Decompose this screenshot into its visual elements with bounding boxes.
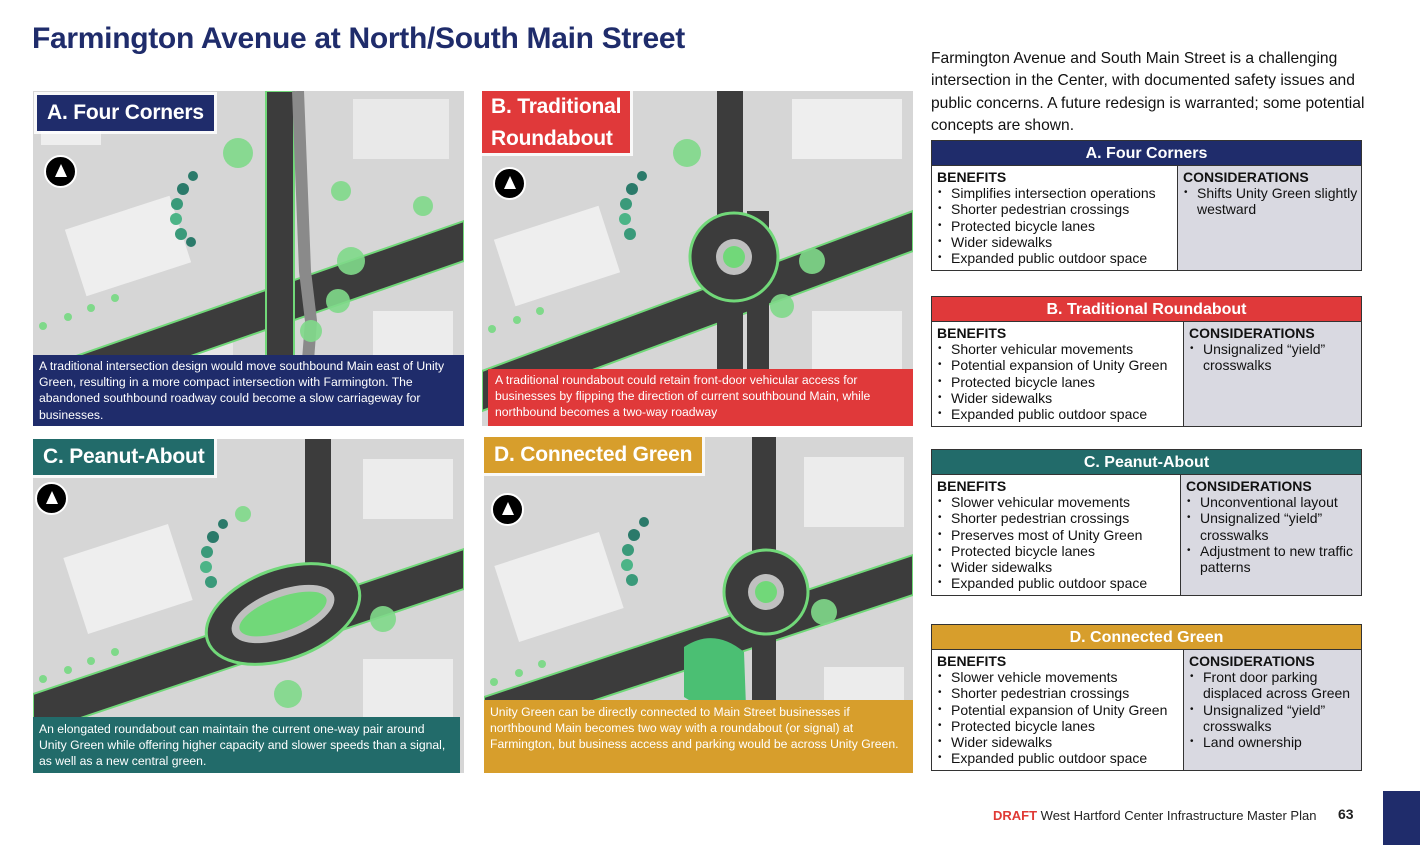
concept-b-caption: A traditional roundabout could retain front-door vehicular access for businesses by flipping the direction of current southbound Main, while northbound becomes a two-way roadway xyxy=(488,369,913,426)
concept-a-label: A. Four Corners xyxy=(37,95,214,131)
north-arrow-icon xyxy=(493,167,526,200)
benefit-item: • Potential expansion of Unity Green xyxy=(937,357,1183,373)
benefits-column xyxy=(932,475,1181,595)
draft-label: DRAFT xyxy=(993,808,1038,823)
consideration-item: • Unconventional layout xyxy=(1186,494,1361,510)
concept-d-caption: Unity Green can be directly connected to Main Street businesses if northbound Main becomes two way with a roundabout (or signal) at Farmington, but business access and parking would be across Unity Green. xyxy=(484,700,913,773)
concept-d-map-panel xyxy=(484,437,913,773)
concept-b-label-line1: B. Traditional xyxy=(491,95,622,118)
benefits-column xyxy=(932,322,1184,426)
benefit-item: • Protected bicycle lanes xyxy=(937,374,1183,390)
concept-b-map-panel xyxy=(482,91,913,426)
benefit-item: • Wider sidewalks xyxy=(937,390,1183,406)
benefit-item: • Shorter pedestrian crossings xyxy=(937,510,1180,526)
considerations-header: CONSIDERATIONS xyxy=(1189,653,1315,669)
benefit-item: • Shorter pedestrian crossings xyxy=(937,201,1177,217)
concept-c-caption: An elongated roundabout can maintain the current one-way pair around Unity Green while offering higher capacity and slower speeds than a signal, as well as a new central green. xyxy=(33,717,460,773)
benefit-item: • Potential expansion of Unity Green xyxy=(937,702,1183,718)
benefit-item: • Simplifies intersection operations xyxy=(937,185,1177,201)
considerations-column xyxy=(1181,475,1361,595)
benefit-item: • Preserves most of Unity Green xyxy=(937,527,1180,543)
benefit-item: • Protected bicycle lanes xyxy=(937,543,1180,559)
page-corner-tab xyxy=(1383,791,1420,845)
considerations-header: CONSIDERATIONS xyxy=(1189,325,1315,341)
benefits-header: BENEFITS xyxy=(937,653,1007,669)
north-arrow-icon xyxy=(491,493,524,526)
considerations-column xyxy=(1178,166,1361,270)
table-title: B. Traditional Roundabout xyxy=(932,297,1361,322)
table-four-corners xyxy=(931,140,1362,271)
benefit-item: • Expanded public outdoor space xyxy=(937,575,1180,591)
footer-doc-title xyxy=(993,808,1316,823)
benefits-column xyxy=(932,650,1184,770)
benefits-header: BENEFITS xyxy=(937,169,1007,185)
benefit-item: • Protected bicycle lanes xyxy=(937,718,1183,734)
considerations-column xyxy=(1184,650,1361,770)
benefit-item: • Expanded public outdoor space xyxy=(937,406,1183,422)
consideration-item: • Unsignalized “yield” crosswalks xyxy=(1189,702,1361,734)
concept-b-label-line2: Roundabout xyxy=(491,127,613,150)
page-title: Farmington Avenue at North/South Main Street xyxy=(32,22,685,55)
consideration-item: • Shifts Unity Green slightly westward xyxy=(1183,185,1361,217)
intro-paragraph: Farmington Avenue and South Main Street is a challenging intersection in the Center, with documented safety issues and public concerns. A future redesign is warranted; some potential concepts are shown. xyxy=(931,50,1365,135)
considerations-header: CONSIDERATIONS xyxy=(1186,478,1312,494)
table-traditional-roundabout xyxy=(931,296,1362,427)
consideration-item: • Front door parking displaced across Green xyxy=(1189,669,1361,701)
concept-a-map-panel xyxy=(33,91,464,426)
consideration-item: • Adjustment to new traffic patterns xyxy=(1186,543,1361,575)
table-peanut-about xyxy=(931,449,1362,596)
concept-b-label xyxy=(482,91,630,153)
north-arrow-icon xyxy=(44,155,77,188)
consideration-item: • Unsignalized “yield” crosswalks xyxy=(1189,341,1361,373)
benefit-item: • Wider sidewalks xyxy=(937,734,1183,750)
north-arrow-icon xyxy=(35,482,68,515)
footer-title: West Hartford Center Infrastructure Master Plan xyxy=(1040,808,1317,823)
benefits-column xyxy=(932,166,1178,270)
concept-a-caption: A traditional intersection design would move southbound Main east of Unity Green, resulting in a more compact intersection with Farmington. The abandoned southbound roadway could become a slow carriageway for businesses. xyxy=(33,355,464,426)
benefit-item: • Wider sidewalks xyxy=(937,234,1177,250)
consideration-item: • Land ownership xyxy=(1189,734,1361,750)
benefit-item: • Slower vehicle movements xyxy=(937,669,1183,685)
benefits-header: BENEFITS xyxy=(937,478,1007,494)
table-connected-green xyxy=(931,624,1362,771)
benefit-item: • Expanded public outdoor space xyxy=(937,750,1183,766)
page-number: 63 xyxy=(1338,806,1354,822)
benefit-item: • Shorter pedestrian crossings xyxy=(937,685,1183,701)
benefit-item: • Protected bicycle lanes xyxy=(937,218,1177,234)
considerations-header: CONSIDERATIONS xyxy=(1183,169,1309,185)
benefit-item: • Shorter vehicular movements xyxy=(937,341,1183,357)
benefit-item: • Wider sidewalks xyxy=(937,559,1180,575)
benefit-item: • Expanded public outdoor space xyxy=(937,250,1177,266)
consideration-item: • Unsignalized “yield” crosswalks xyxy=(1186,510,1361,542)
concept-c-label: C. Peanut-About xyxy=(33,439,214,475)
benefits-header: BENEFITS xyxy=(937,325,1007,341)
concept-c-map-panel xyxy=(33,439,464,773)
considerations-column xyxy=(1184,322,1361,426)
table-title: C. Peanut-About xyxy=(932,450,1361,475)
concept-d-label: D. Connected Green xyxy=(484,437,702,473)
table-title: D. Connected Green xyxy=(932,625,1361,650)
benefit-item: • Slower vehicular movements xyxy=(937,494,1180,510)
table-title: A. Four Corners xyxy=(932,141,1361,166)
